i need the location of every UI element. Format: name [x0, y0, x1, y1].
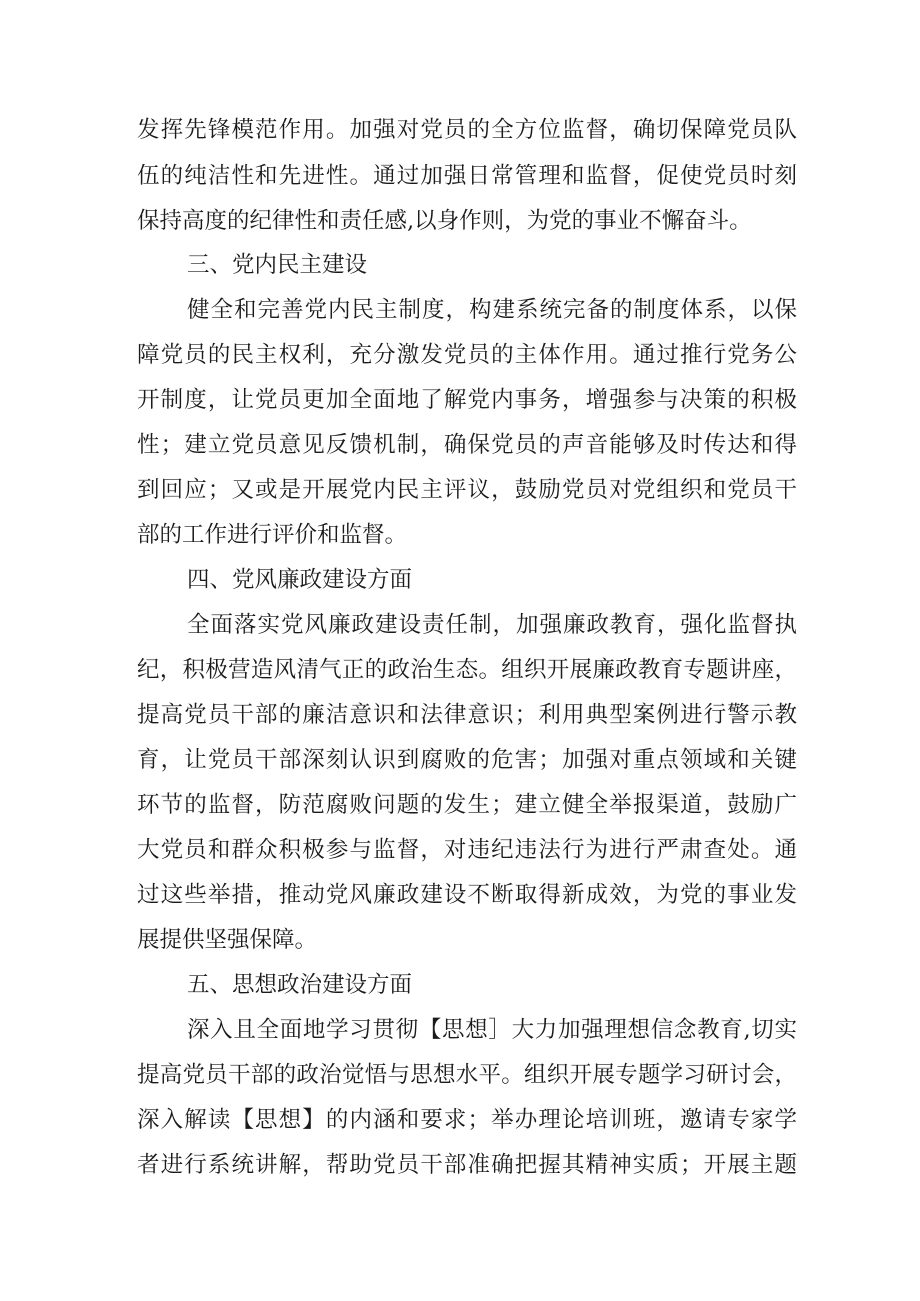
paragraph-line: 大党员和群众积极参与监督，对违纪违法行为进行严肃查处。通 — [137, 837, 797, 863]
paragraph-line: 展提供坚强保障。 — [137, 927, 318, 953]
paragraph-line: 纪，积极营造风清气正的政治生态。组织开展廉政教育专题讲座， — [137, 657, 797, 683]
paragraph-line: 提高党员干部的政治觉悟与思想水平。组织开展专题学习研讨会， — [137, 1062, 797, 1088]
paragraph-line: 到回应；又或是开展党内民主评议，鼓励党员对党组织和党员干 — [137, 477, 797, 503]
paragraph-line: 性；建立党员意见反馈机制，确保党员的声音能够及时传达和得 — [137, 432, 797, 458]
paragraph-line: 育，让党员干部深刻认识到腐败的危害；加强对重点领域和关键 — [137, 747, 797, 773]
paragraph-line: 提高党员干部的廉洁意识和法律意识；利用典型案例进行警示教 — [137, 702, 797, 728]
paragraph-line: 者进行系统讲解，帮助党员干部准确把握其精神实质；开展主题 — [137, 1152, 797, 1178]
paragraph-line: 障党员的民主权利，充分激发党员的主体作用。通过推行党务公 — [137, 342, 797, 368]
paragraph-line: 深入且全面地学习贯彻【思想］大力加强理想信念教育,切实 — [187, 1017, 797, 1043]
paragraph-line: 保持高度的纪律性和责任感,以身作则，为党的事业不懈奋斗。 — [137, 208, 752, 234]
section-heading-4: 四、党风廉政建设方面 — [187, 567, 413, 593]
paragraph-line: 伍的纯洁性和先进性。通过加强日常管理和监督，促使党员时刻 — [137, 163, 797, 189]
paragraph-line: 健全和完善党内民主制度，构建系统完备的制度体系，以保 — [187, 297, 797, 323]
paragraph-line: 深入解读【思想】的内涵和要求；举办理论培训班，邀请专家学 — [137, 1107, 797, 1133]
paragraph-line: 开制度，让党员更加全面地了解党内事务，增强参与决策的积极 — [137, 387, 797, 413]
paragraph-line: 部的工作进行评价和监督。 — [137, 522, 408, 548]
paragraph-line: 发挥先锋模范作用。加强对党员的全方位监督，确切保障党员队 — [137, 117, 797, 143]
paragraph-line: 过这些举措，推动党风廉政建设不断取得新成效，为党的事业发 — [137, 882, 797, 908]
section-heading-5: 五、思想政治建设方面 — [187, 972, 413, 998]
paragraph-line: 环节的监督，防范腐败问题的发生；建立健全举报渠道，鼓励广 — [137, 792, 797, 818]
section-heading-3: 三、党内民主建设 — [187, 252, 368, 278]
paragraph-line: 全面落实党风廉政建设责任制，加强廉政教育，强化监督执 — [187, 612, 797, 638]
